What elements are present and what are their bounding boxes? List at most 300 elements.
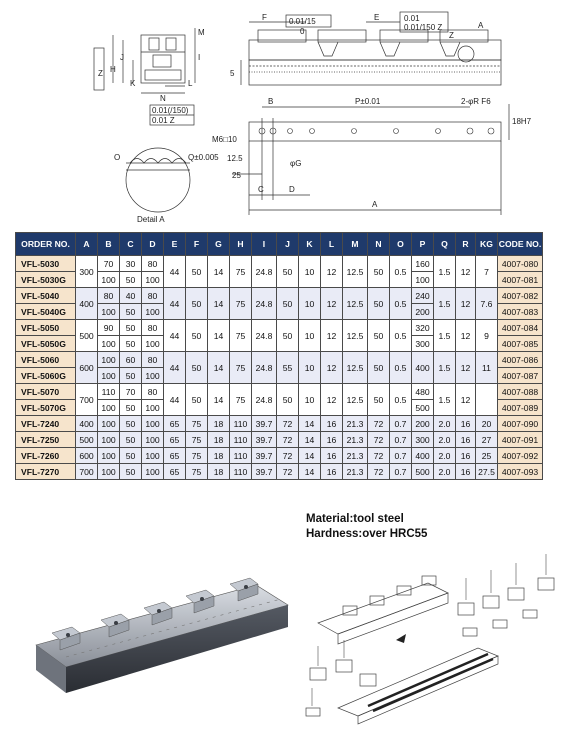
cell-f: 50 xyxy=(186,352,208,384)
table-row xyxy=(16,352,543,368)
cell-c: 50 xyxy=(120,416,142,432)
cell-a: 600 xyxy=(76,352,98,384)
header-a: A xyxy=(76,233,98,256)
cell-p: 400 xyxy=(412,448,434,464)
cell-p: 400 xyxy=(412,352,434,384)
cell-a: 500 xyxy=(76,320,98,352)
cell-d: 80 xyxy=(142,384,164,400)
cell-o: 0.7 xyxy=(390,432,412,448)
label-a-detail: A xyxy=(478,21,484,30)
cell-h: 75 xyxy=(230,384,252,416)
cell-a: 700 xyxy=(76,464,98,480)
cell-d: 100 xyxy=(142,432,164,448)
label-hole-spec: 2-φR F6 xyxy=(461,97,491,106)
cell-h: 75 xyxy=(230,288,252,320)
cell-b: 90 xyxy=(98,320,120,336)
cell-f: 50 xyxy=(186,256,208,288)
cell-e: 44 xyxy=(164,288,186,320)
cell-code-no: 4007-086 xyxy=(498,352,543,368)
cell-code-no: 4007-088 xyxy=(498,384,543,400)
cell-kg: 27.5 xyxy=(476,464,498,480)
cell-order-no: VFL-7250 xyxy=(16,432,76,448)
cell-b: 100 xyxy=(98,368,120,384)
table-row xyxy=(16,288,543,304)
cell-code-no: 4007-080 xyxy=(498,256,543,272)
front-tol-left-1: 0.01/15 xyxy=(289,17,316,26)
cell-b: 100 xyxy=(98,464,120,480)
front-tol-left-2: 0 xyxy=(300,27,305,36)
cell-d: 100 xyxy=(142,416,164,432)
label-d: D xyxy=(289,185,295,194)
cell-j: 72 xyxy=(277,464,299,480)
cell-a: 600 xyxy=(76,448,98,464)
table-header-row xyxy=(16,233,543,256)
cell-r: 16 xyxy=(456,448,476,464)
cell-r: 12 xyxy=(456,352,476,384)
cell-code-no: 4007-082 xyxy=(498,288,543,304)
cell-h: 110 xyxy=(230,448,252,464)
cell-p: 480 xyxy=(412,384,434,400)
cell-order-no: VFL-5050G xyxy=(16,336,76,352)
cell-j: 50 xyxy=(277,288,299,320)
detail-label-q: Q±0.005 xyxy=(188,153,219,162)
cell-i: 39.7 xyxy=(252,432,277,448)
cell-b: 80 xyxy=(98,288,120,304)
cell-n: 50 xyxy=(368,384,390,416)
cell-q: 1.5 xyxy=(434,320,456,352)
header-j: J xyxy=(277,233,299,256)
cell-code-no: 4007-085 xyxy=(498,336,543,352)
cell-n: 72 xyxy=(368,448,390,464)
cell-order-no: VFL-7270 xyxy=(16,464,76,480)
cell-q: 1.5 xyxy=(434,384,456,416)
cell-k: 14 xyxy=(299,464,321,480)
label-18h7: 18H7 xyxy=(512,117,532,126)
cell-n: 50 xyxy=(368,320,390,352)
cell-m: 21.3 xyxy=(343,448,368,464)
cell-p: 300 xyxy=(412,432,434,448)
table-row xyxy=(16,256,543,272)
cell-f: 75 xyxy=(186,416,208,432)
table-group xyxy=(16,288,543,320)
cell-p: 240 xyxy=(412,288,434,304)
cell-q: 1.5 xyxy=(434,256,456,288)
table-row xyxy=(16,320,543,336)
cell-n: 50 xyxy=(368,256,390,288)
cell-f: 75 xyxy=(186,448,208,464)
tol-line-1: 0.01(/150) xyxy=(152,106,189,115)
cell-m: 21.3 xyxy=(343,432,368,448)
cell-c: 30 xyxy=(120,256,142,272)
cell-e: 65 xyxy=(164,416,186,432)
cell-g: 18 xyxy=(208,448,230,464)
cell-h: 110 xyxy=(230,416,252,432)
cell-e: 65 xyxy=(164,464,186,480)
cell-j: 72 xyxy=(277,416,299,432)
cell-f: 75 xyxy=(186,464,208,480)
cell-code-no: 4007-091 xyxy=(498,432,543,448)
header-f: F xyxy=(186,233,208,256)
cell-q: 2.0 xyxy=(434,464,456,480)
header-h: H xyxy=(230,233,252,256)
cell-h: 75 xyxy=(230,256,252,288)
cell-r: 12 xyxy=(456,384,476,416)
cell-d: 80 xyxy=(142,288,164,304)
cell-l: 12 xyxy=(321,256,343,288)
cell-kg: 27 xyxy=(476,432,498,448)
cell-a: 400 xyxy=(76,288,98,320)
cell-d: 100 xyxy=(142,448,164,464)
cell-order-no: VFL-5030 xyxy=(16,256,76,272)
cell-n: 72 xyxy=(368,432,390,448)
cell-p: 320 xyxy=(412,320,434,336)
header-p: P xyxy=(412,233,434,256)
label-l: L xyxy=(188,79,193,88)
cell-m: 12.5 xyxy=(343,384,368,416)
header-e: E xyxy=(164,233,186,256)
cell-o: 0.5 xyxy=(390,384,412,416)
cell-q: 2.0 xyxy=(434,448,456,464)
cell-kg: 7 xyxy=(476,256,498,288)
cell-q: 2.0 xyxy=(434,416,456,432)
cell-q: 1.5 xyxy=(434,288,456,320)
cell-r: 16 xyxy=(456,432,476,448)
cell-kg: 9 xyxy=(476,320,498,352)
cell-b: 100 xyxy=(98,416,120,432)
exploded-assembly-diagram xyxy=(298,548,580,734)
cell-order-no: VFL-5030G xyxy=(16,272,76,288)
cell-b: 70 xyxy=(98,256,120,272)
cell-code-no: 4007-081 xyxy=(498,272,543,288)
label-i: I xyxy=(198,53,201,62)
cell-o: 0.5 xyxy=(390,256,412,288)
cell-l: 16 xyxy=(321,464,343,480)
plan-view-drawing xyxy=(232,104,509,215)
cell-n: 72 xyxy=(368,416,390,432)
label-j: J xyxy=(120,53,124,62)
label-b: B xyxy=(268,97,274,106)
cell-k: 10 xyxy=(299,352,321,384)
cell-h: 75 xyxy=(230,320,252,352)
cell-b: 100 xyxy=(98,432,120,448)
cell-b: 100 xyxy=(98,448,120,464)
cell-code-no: 4007-090 xyxy=(498,416,543,432)
cell-e: 44 xyxy=(164,352,186,384)
cell-k: 10 xyxy=(299,320,321,352)
cell-d: 100 xyxy=(142,464,164,480)
label-a: A xyxy=(372,200,378,209)
cell-h: 110 xyxy=(230,464,252,480)
tol-line-2: 0.01 Z xyxy=(152,116,175,125)
cell-b: 110 xyxy=(98,384,120,400)
cell-b: 100 xyxy=(98,272,120,288)
cell-order-no: VFL-5040 xyxy=(16,288,76,304)
cell-kg: 20 xyxy=(476,416,498,432)
cell-n: 50 xyxy=(368,288,390,320)
cell-h: 75 xyxy=(230,352,252,384)
table-group xyxy=(16,320,543,352)
arrow-icon xyxy=(396,634,406,643)
cell-d: 100 xyxy=(142,336,164,352)
header-l: L xyxy=(321,233,343,256)
label-p: P±0.01 xyxy=(355,97,381,106)
cell-h: 110 xyxy=(230,432,252,448)
label-m6: M6□10 xyxy=(212,135,237,144)
header-d: D xyxy=(142,233,164,256)
cell-o: 0.7 xyxy=(390,416,412,432)
cell-j: 50 xyxy=(277,384,299,416)
cell-order-no: VFL-7240 xyxy=(16,416,76,432)
cell-a: 700 xyxy=(76,384,98,416)
header-q: Q xyxy=(434,233,456,256)
cell-kg: 25 xyxy=(476,448,498,464)
cell-i: 24.8 xyxy=(252,288,277,320)
cell-p: 500 xyxy=(412,400,434,416)
table-row xyxy=(16,384,543,400)
cell-g: 14 xyxy=(208,288,230,320)
front-tol-right-1: 0.01 xyxy=(404,14,420,23)
cell-kg: 11 xyxy=(476,352,498,384)
cell-code-no: 4007-092 xyxy=(498,448,543,464)
cell-k: 10 xyxy=(299,288,321,320)
cell-c: 60 xyxy=(120,352,142,368)
header-k: K xyxy=(299,233,321,256)
technical-drawings xyxy=(0,0,586,228)
cell-g: 14 xyxy=(208,256,230,288)
label-f: F xyxy=(262,13,267,22)
cell-l: 16 xyxy=(321,448,343,464)
cell-c: 50 xyxy=(120,320,142,336)
cell-j: 72 xyxy=(277,448,299,464)
cell-b: 100 xyxy=(98,400,120,416)
material-line: Material:tool steel xyxy=(306,513,404,525)
cell-code-no: 4007-083 xyxy=(498,304,543,320)
cell-i: 24.8 xyxy=(252,256,277,288)
cell-i: 24.8 xyxy=(252,384,277,416)
detail-a-drawing xyxy=(126,148,190,212)
cell-r: 16 xyxy=(456,416,476,432)
cell-f: 50 xyxy=(186,384,208,416)
cell-r: 16 xyxy=(456,464,476,480)
cell-r: 12 xyxy=(456,256,476,288)
header-g: G xyxy=(208,233,230,256)
label-e: E xyxy=(374,13,380,22)
front-tol-right-2: 0.01/150 Z xyxy=(404,23,443,32)
cell-j: 72 xyxy=(277,432,299,448)
cell-f: 75 xyxy=(186,432,208,448)
hardness-line: Hardness:over HRC55 xyxy=(306,528,428,540)
cell-k: 14 xyxy=(299,416,321,432)
cell-e: 44 xyxy=(164,256,186,288)
header-o: O xyxy=(390,233,412,256)
cell-g: 14 xyxy=(208,352,230,384)
plan-holes xyxy=(259,128,494,134)
cell-b: 100 xyxy=(98,304,120,320)
label-m: M xyxy=(198,28,205,37)
cell-c: 50 xyxy=(120,400,142,416)
cell-code-no: 4007-084 xyxy=(498,320,543,336)
vise-product-photo xyxy=(26,565,296,715)
label-k: K xyxy=(130,79,136,88)
header-code-no: CODE NO. xyxy=(498,233,543,256)
cell-r: 12 xyxy=(456,288,476,320)
cell-c: 50 xyxy=(120,464,142,480)
cell-c: 50 xyxy=(120,432,142,448)
cell-code-no: 4007-089 xyxy=(498,400,543,416)
table-group xyxy=(16,352,543,384)
cell-o: 0.5 xyxy=(390,320,412,352)
cell-e: 65 xyxy=(164,432,186,448)
cell-d: 100 xyxy=(142,400,164,416)
cell-p: 200 xyxy=(412,304,434,320)
cell-b: 100 xyxy=(98,336,120,352)
header-r: R xyxy=(456,233,476,256)
cell-k: 10 xyxy=(299,384,321,416)
cell-c: 50 xyxy=(120,272,142,288)
cell-p: 160 xyxy=(412,256,434,272)
cell-f: 50 xyxy=(186,320,208,352)
cell-k: 14 xyxy=(299,432,321,448)
cell-a: 300 xyxy=(76,256,98,288)
cell-e: 65 xyxy=(164,448,186,464)
cell-c: 50 xyxy=(120,448,142,464)
cell-order-no: VFL-5060 xyxy=(16,352,76,368)
cell-order-no: VFL-5060G xyxy=(16,368,76,384)
label-5: 5 xyxy=(230,69,235,78)
cell-m: 12.5 xyxy=(343,352,368,384)
cell-m: 12.5 xyxy=(343,256,368,288)
header-b: B xyxy=(98,233,120,256)
cell-c: 40 xyxy=(120,288,142,304)
cell-d: 100 xyxy=(142,272,164,288)
label-25: 25 xyxy=(232,171,241,180)
header-n: N xyxy=(368,233,390,256)
label-12-5: 12.5 xyxy=(227,154,243,163)
front-view-drawing xyxy=(241,12,501,85)
cell-order-no: VFL-5050 xyxy=(16,320,76,336)
cell-e: 44 xyxy=(164,384,186,416)
cell-l: 12 xyxy=(321,352,343,384)
table-group xyxy=(16,256,543,288)
cell-order-no: VFL-7260 xyxy=(16,448,76,464)
cell-q: 2.0 xyxy=(434,432,456,448)
cell-c: 50 xyxy=(120,304,142,320)
detail-caption: Detail A xyxy=(137,215,165,224)
cell-m: 21.3 xyxy=(343,416,368,432)
cell-n: 50 xyxy=(368,352,390,384)
detail-label-o: O xyxy=(114,153,121,162)
table-row xyxy=(16,432,543,448)
cell-d: 80 xyxy=(142,256,164,272)
cell-order-no: VFL-5070 xyxy=(16,384,76,400)
label-c: C xyxy=(258,185,264,194)
cell-i: 24.8 xyxy=(252,320,277,352)
cell-m: 12.5 xyxy=(343,288,368,320)
cell-l: 12 xyxy=(321,384,343,416)
header-kg: KG xyxy=(476,233,498,256)
cell-l: 16 xyxy=(321,416,343,432)
cell-o: 0.5 xyxy=(390,352,412,384)
cell-d: 80 xyxy=(142,352,164,368)
cell-order-no: VFL-5070G xyxy=(16,400,76,416)
cell-a: 400 xyxy=(76,416,98,432)
label-n: N xyxy=(160,94,166,103)
cell-l: 16 xyxy=(321,432,343,448)
cell-n: 72 xyxy=(368,464,390,480)
cell-d: 80 xyxy=(142,320,164,336)
cell-o: 0.7 xyxy=(390,464,412,480)
cell-o: 0.5 xyxy=(390,288,412,320)
cell-code-no: 4007-087 xyxy=(498,368,543,384)
header-order-no: ORDER NO. xyxy=(16,233,76,256)
cell-i: 39.7 xyxy=(252,416,277,432)
cell-i: 39.7 xyxy=(252,464,277,480)
table-row xyxy=(16,416,543,432)
cell-m: 12.5 xyxy=(343,320,368,352)
cell-p: 100 xyxy=(412,272,434,288)
cell-p: 500 xyxy=(412,464,434,480)
cell-l: 12 xyxy=(321,288,343,320)
cell-a: 500 xyxy=(76,432,98,448)
cell-d: 100 xyxy=(142,368,164,384)
cell-p: 200 xyxy=(412,416,434,432)
cell-o: 0.7 xyxy=(390,448,412,464)
cell-c: 50 xyxy=(120,336,142,352)
cell-r: 12 xyxy=(456,320,476,352)
cell-g: 14 xyxy=(208,320,230,352)
spec-table xyxy=(15,232,543,480)
cell-kg: 7.6 xyxy=(476,288,498,320)
cell-c: 70 xyxy=(120,384,142,400)
cell-e: 44 xyxy=(164,320,186,352)
cell-k: 10 xyxy=(299,256,321,288)
cell-i: 24.8 xyxy=(252,352,277,384)
table-group xyxy=(16,416,543,480)
material-info xyxy=(306,512,427,542)
table-row xyxy=(16,464,543,480)
cell-l: 12 xyxy=(321,320,343,352)
cell-f: 50 xyxy=(186,288,208,320)
cell-j: 55 xyxy=(277,352,299,384)
cell-k: 14 xyxy=(299,448,321,464)
cell-kg xyxy=(476,384,498,416)
cell-d: 100 xyxy=(142,304,164,320)
cell-m: 21.3 xyxy=(343,464,368,480)
table-group xyxy=(16,384,543,416)
cell-g: 18 xyxy=(208,464,230,480)
cell-q: 1.5 xyxy=(434,352,456,384)
cell-order-no: VFL-5040G xyxy=(16,304,76,320)
cell-p: 300 xyxy=(412,336,434,352)
cell-j: 50 xyxy=(277,256,299,288)
cell-code-no: 4007-093 xyxy=(498,464,543,480)
header-c: C xyxy=(120,233,142,256)
header-m: M xyxy=(343,233,368,256)
cell-g: 18 xyxy=(208,432,230,448)
table-row xyxy=(16,448,543,464)
cell-c: 50 xyxy=(120,368,142,384)
cell-i: 39.7 xyxy=(252,448,277,464)
label-h: H xyxy=(110,65,116,74)
cell-j: 50 xyxy=(277,320,299,352)
cell-b: 100 xyxy=(98,352,120,368)
front-z-mark: Z xyxy=(449,31,454,40)
label-phi-g: φG xyxy=(290,159,302,168)
cell-g: 18 xyxy=(208,416,230,432)
tol-z-mark: Z xyxy=(98,69,103,78)
cell-g: 14 xyxy=(208,384,230,416)
header-i: I xyxy=(252,233,277,256)
